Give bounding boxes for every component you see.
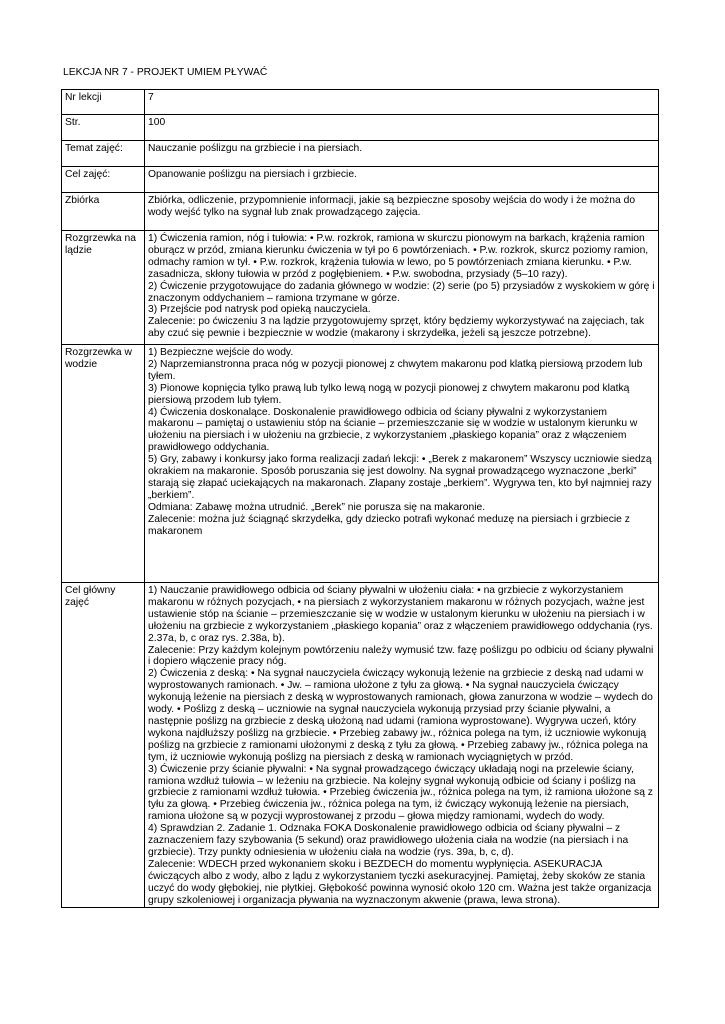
content-paragraph: Odmiana: Zabawę można utrudnić. „Berek” nie porusza się na makaronie.	[148, 501, 486, 513]
content-paragraph: 100	[148, 117, 166, 128]
content-paragraph: 2) Naprzemianstronna praca nóg w pozycji pionowej z chwytem makaronu pod klatką piersiową przodem lub tyłem.	[148, 358, 643, 382]
table-row	[62, 167, 659, 193]
content-paragraph: 1) Nauczanie prawidłowego odbicia od ściany pływalni w ułożeniu ciała: • na grzbiecie z wykorzystaniem makaronu w różnych pozycjach, • na piersiach z wykorzystaniem makaronu w różnych pozycjach, ważne jest ustawienie stóp na ścianie – przemieszczanie się w wodzie w ustalonym kierunku w ułożeniu na piersiach i w ułożeniu na grzbiecie z wykorzystaniem „płaskiego kopania” oraz z włączeniem prawidłowego oddychania (rys. 2.37a, b, c oraz rys. 2.38a, b).	[148, 585, 653, 644]
content-paragraph: 2) Ćwiczenia z deską: • Na sygnał nauczyciela ćwiczący wykonują leżenie na grzbiecie z deską nad udami w wyprostowanych ramionach. • Jw. – ramiona ułożone z tyłu za głową. • Na sygnał nauczyciela ćwiczący wykonują leżenie na piersiach z deską w wyprostowanych ramionach, głowa zanurzona w wodzie – wydech do wody. • Poślizg z deską – uczniowie na sygnał nauczyciela wykonują przysiad przy ścianie pływalni, a następnie poślizg na grzbiecie z deską ułożoną nad udami (ramiona wyprostowane). Wygrywa uczeń, który wykona najdłuższy poślizg na grzbiecie. • Przebieg zabawy jw., różnica polega na tym, iż uczniowie wykonują poślizg na grzbiecie z ramionami ułożonymi z deską z tyłu za głową. • Przebieg zabawy jw., różnica polega na tym, iż uczniowie wykonują poślizg na piersiach z deską w ramionach wyciągniętych w przód.	[148, 668, 653, 763]
table-row	[62, 231, 659, 345]
content-paragraph: 1) Bezpieczne wejście do wody.	[148, 347, 294, 358]
content-paragraph: 5) Gry, zabawy i konkursy jako forma realizacji zadań lekcji: • „Berek z makaronem” Wszyscy uczniowie siedzą okrakiem na makaronie. Sposób poruszania się jest dowolny. Na sygnał prowadzącego wyznaczone „berki” starają się złapać uciekających na makaronach. Złapany zostaje „berkiem”. Wygrywa ten, kto był najmniej razy „berkiem”.	[148, 454, 652, 501]
table-row	[62, 141, 659, 167]
table-row	[62, 90, 659, 115]
row-label: Cel główny zajęć	[62, 583, 145, 908]
content-paragraph: Zalecenie: po ćwiczeniu 3 na lądzie przygotowujemy sprzęt, który będziemy wykorzystywać na zajęciach, tak aby czuć się pewnie i bezpiecznie w wodzie (makarony i skrzydełka, jeżeli są jeszcze potrzebne).	[148, 316, 645, 340]
content-paragraph: 3) Ćwiczenie przy ścianie pływalni: • Na sygnał prowadzącego ćwiczący układają nogi na przelewie ściany, ramiona wzdłuż tułowia – w leżeniu na grzbiecie. Na kolejny sygnał wykonują odbicie od ściany i poślizg na grzbiecie z ramionami wzdłuż tułowia. • Przebieg ćwiczenia jw., różnica polega na tym, iż ramiona ułożone są z tyłu za głową. • Przebieg ćwiczenia jw., różnica polega na tym, iż ćwiczący wykonują leżenie na piersiach, ramiona ułożone są w pozycji wyprostowanej z przodu – głowa między ramionami, wydech do wody.	[148, 763, 653, 823]
table-row	[62, 115, 659, 141]
content-paragraph: 2) Ćwiczenie przygotowujące do zadania głównego w wodzie: (2) serie (po 5) przysiadów z wyskokiem w górę i znaczonym oddychaniem – ramiona trzymane w górze.	[148, 280, 655, 304]
table-row	[62, 193, 659, 231]
row-label: Rozgrzewka w wodzie	[62, 345, 145, 583]
row-content	[145, 141, 659, 167]
page-title: LEKCJA NR 7 - PROJEKT UMIEM PŁYWAĆ	[63, 67, 268, 78]
content-paragraph: Zalecenie: WDECH przed wykonaniem skoku i BEZDECH do momentu wypłynięcia. ASEKURACJA ćwiczących albo z wody, albo z lądu z wykorzystaniem tyczki asekuracyjnej. Pamiętaj, żeby skoków ze stania uczyć do wody głębokiej, nie płytkiej. Głębokość powinna wynosić około 120 cm. Ważna jest także organizacja grupy szkoleniowej i organizacja pływania na wyznaczonym akwenie (prawa, lewa strona).	[148, 858, 652, 906]
content-paragraph: Zbiórka, odliczenie, przypomnienie informacji, jakie są bezpieczne sposoby wejścia do wody i że można do wody wejść tylko na sygnał lub znak prowadzącego zajęcia.	[148, 195, 636, 218]
content-paragraph: 4) Ćwiczenia doskonalące. Doskonalenie prawidłowego odbicia od ściany pływalni z wykorzystaniem makaronu – pamiętaj o ustawieniu stóp na ścianie – przemieszczanie się w wodzie w ustalonym kierunku w ułożeniu na piersiach i w ułożeniu na grzbiecie, z wykorzystaniem „płaskiego kopania” oraz z włączeniem prawidłowego oddychania.	[148, 406, 638, 454]
row-label: Nr lekcji	[62, 90, 145, 115]
content-paragraph: Opanowanie poślizgu na piersiach i grzbiecie.	[148, 169, 357, 180]
content-paragraph: 1) Ćwiczenia ramion, nóg i tułowia: • P.w. rozkrok, ramiona w skurczu pionowym na barkach, krążenia ramion oburącz w przód, zmiana kierunku ćwiczenia w tył po 6 powtórzeniach. • P.w. rozkrok, skurcz poziomy ramion, odmachy ramion w tył. • P.w. rozkrok, krążenia tułowia w lewo, po 5 powtórzeniach zmiana kierunku. • P.w. zasadnicza, skłony tułowia w przód z pogłębieniem. • P.w. swobodna, przysiady (5–10 razy).	[148, 233, 649, 280]
content-paragraph: 3) Przejście pod natrysk pod opieką nauczyciela.	[148, 304, 371, 316]
row-label: Temat zajęć:	[62, 141, 145, 167]
row-label: Rozgrzewka na lądzie	[62, 231, 145, 345]
table-row	[62, 583, 659, 908]
row-content	[145, 345, 659, 583]
lesson-table	[61, 89, 659, 908]
row-label: Str.	[62, 115, 145, 141]
table-row	[62, 345, 659, 583]
row-label: Cel zajęć:	[62, 167, 145, 193]
content-paragraph: 3) Pionowe kopnięcia tylko prawą lub tylko lewą nogą w pozycji pionowej z chwytem makaronu pod klatką piersiową przodem lub tyłem.	[148, 382, 630, 406]
row-label: Zbiórka	[62, 193, 145, 231]
row-content	[145, 583, 659, 908]
row-content	[145, 193, 659, 231]
row-content	[145, 115, 659, 141]
row-content	[145, 231, 659, 345]
row-content	[145, 167, 659, 193]
content-paragraph: Nauczanie poślizgu na grzbiecie i na piersiach.	[148, 143, 363, 154]
content-paragraph: Zalecenie: Przy każdym kolejnym powtórzeniu należy wymusić tzw. fazę poślizgu po odbiciu od ściany pływalni i dopiero włączenie pracy nóg.	[148, 644, 654, 668]
content-paragraph: 4) Sprawdzian 2. Zadanie 1. Odznaka FOKA Doskonalenie prawidłowego odbicia od ściany pływalni – z zaznaczeniem fazy szybowania (5 sekund) oraz prawidłowego ułożenia ciała na wodzie (na piersiach i na grzbiecie). Trzy punkty odniesienia w ułożeniu ciała na wodzie (rys. 39a, b, c, d).	[148, 823, 629, 858]
row-content	[145, 90, 659, 115]
content-paragraph: 7	[148, 92, 154, 103]
content-paragraph: Zalecenie: można już ściągnąć skrzydełka, gdy dziecko potrafi wykonać meduzę na piersiach i grzbiecie z makaronem	[148, 513, 630, 537]
